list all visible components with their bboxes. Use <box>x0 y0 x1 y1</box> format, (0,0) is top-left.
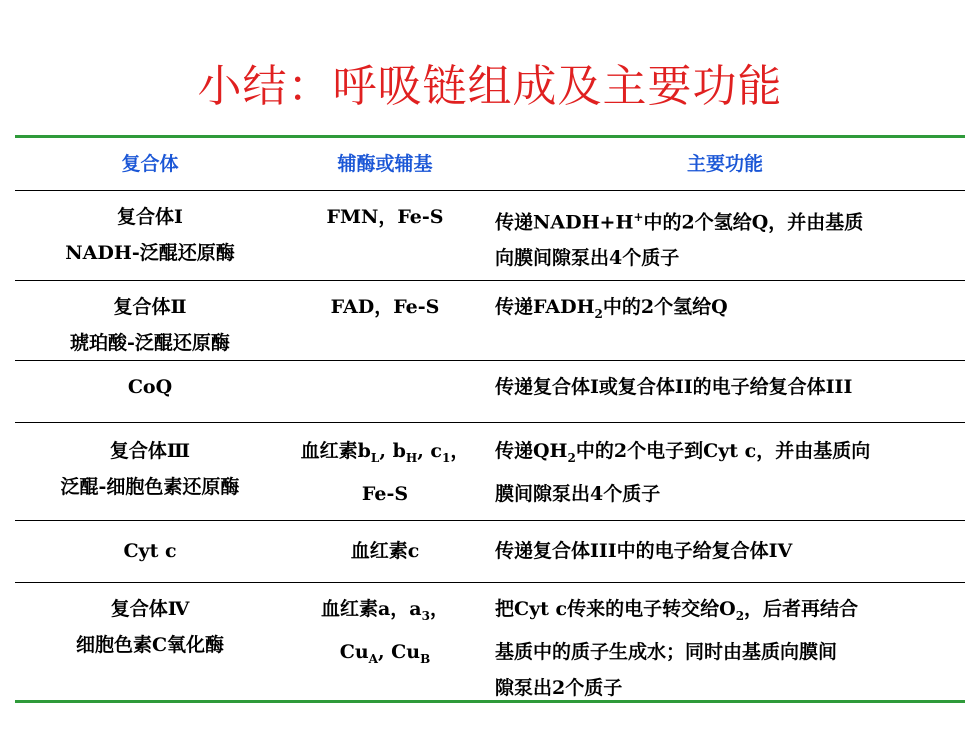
coenzyme-text: Cu <box>339 640 369 663</box>
header-complex: 复合体 <box>121 153 179 175</box>
coenzyme-cell <box>285 199 485 280</box>
coenzyme-text: , b <box>379 440 406 462</box>
function-text: 传递QH <box>495 440 568 462</box>
function-cell <box>485 289 965 360</box>
complex-enzyme: 琥珀酸-泛醌还原酶 <box>70 332 230 354</box>
function-text: ，后者再结合 <box>744 598 859 620</box>
coenzyme-text: Fe-S <box>361 482 409 505</box>
complex-cell <box>15 289 285 360</box>
complex-name: 复合体Ⅳ <box>110 598 190 620</box>
header-coenzyme: 辅酶或辅基 <box>337 153 433 175</box>
coenzyme-sub: H <box>405 450 418 465</box>
complex-name: 复合体Ⅰ <box>117 206 183 228</box>
function-cell <box>485 533 965 582</box>
function-text: 传递复合体III中的电子给复合体IV <box>495 540 793 562</box>
function-sup: + <box>633 210 644 224</box>
coenzyme-cell <box>285 289 485 360</box>
function-cell <box>485 199 965 280</box>
complex-enzyme: 细胞色素C氧化酶 <box>75 634 225 656</box>
coenzyme-sub: B <box>420 651 431 666</box>
page-title: 小结：呼吸链组成及主要功能 <box>197 61 783 112</box>
complex-cell <box>15 199 285 280</box>
coenzyme-text: , c <box>417 440 443 462</box>
coenzyme-cell <box>285 591 485 700</box>
coenzyme-cell <box>285 369 485 422</box>
coenzyme-text: ， <box>450 440 470 462</box>
coenzyme-text: 血红素a，a <box>321 598 422 620</box>
coenzyme-text: FAD，Fe-S <box>330 296 440 318</box>
function-text: 中的2个氢给Q，并由基质 <box>643 211 864 234</box>
table-row <box>15 361 965 423</box>
header-function: 主要功能 <box>686 153 763 175</box>
summary-table <box>15 135 965 703</box>
table-row <box>15 583 965 700</box>
table-row <box>15 191 965 281</box>
complex-enzyme: NADH-泛醌还原酶 <box>65 242 235 264</box>
function-cell <box>485 369 965 422</box>
coenzyme-sub: 3 <box>421 608 430 623</box>
coenzyme-text: 血红素b <box>300 440 371 462</box>
function-text: 中的2个电子到Cyt c，并由基质向 <box>575 440 871 462</box>
complex-cell <box>15 433 285 520</box>
coenzyme-cell <box>285 433 485 520</box>
complex-enzyme: 泛醌-细胞色素还原酶 <box>60 476 240 498</box>
function-text: 膜间隙泵出4个质子 <box>495 482 661 505</box>
complex-name: Cyt c <box>123 540 177 562</box>
function-sub: 2 <box>567 450 576 465</box>
complex-cell <box>15 533 285 582</box>
function-sub: 2 <box>735 608 745 623</box>
table-header-row <box>15 138 965 191</box>
coenzyme-text: 血红素c <box>350 540 420 562</box>
function-text: 向膜间隙泵出4个质子 <box>495 247 680 270</box>
function-cell <box>485 591 965 700</box>
complex-cell <box>15 591 285 700</box>
function-text: 中的2个氢给Q <box>602 296 728 318</box>
function-text: 传递FADH <box>495 296 595 318</box>
function-text: 基质中的质子生成水；同时由基质向膜间 <box>495 640 838 663</box>
function-text: 传递NADH+H <box>495 211 634 234</box>
table-row <box>15 281 965 361</box>
function-sub: 2 <box>594 306 603 321</box>
complex-name: 复合体Ⅱ <box>113 296 187 318</box>
table-row <box>15 521 965 583</box>
complex-cell <box>15 369 285 422</box>
coenzyme-text: , Cu <box>377 640 421 663</box>
coenzyme-sub: A <box>368 651 378 666</box>
coenzyme-sub: L <box>370 450 380 465</box>
function-text: 把Cyt c传来的电子转交给O <box>495 598 736 620</box>
coenzyme-text: ， <box>429 598 449 620</box>
coenzyme-cell <box>285 533 485 582</box>
coenzyme-text: FMN，Fe-S <box>326 206 444 228</box>
function-cell <box>485 433 965 520</box>
coenzyme-sub: 1 <box>442 450 451 465</box>
function-text: 传递复合体I或复合体II的电子给复合体III <box>495 376 853 398</box>
complex-name: 复合体Ⅲ <box>109 440 191 462</box>
function-text: 隙泵出2个质子 <box>495 676 623 699</box>
complex-name: CoQ <box>127 376 173 398</box>
table-row <box>15 423 965 521</box>
